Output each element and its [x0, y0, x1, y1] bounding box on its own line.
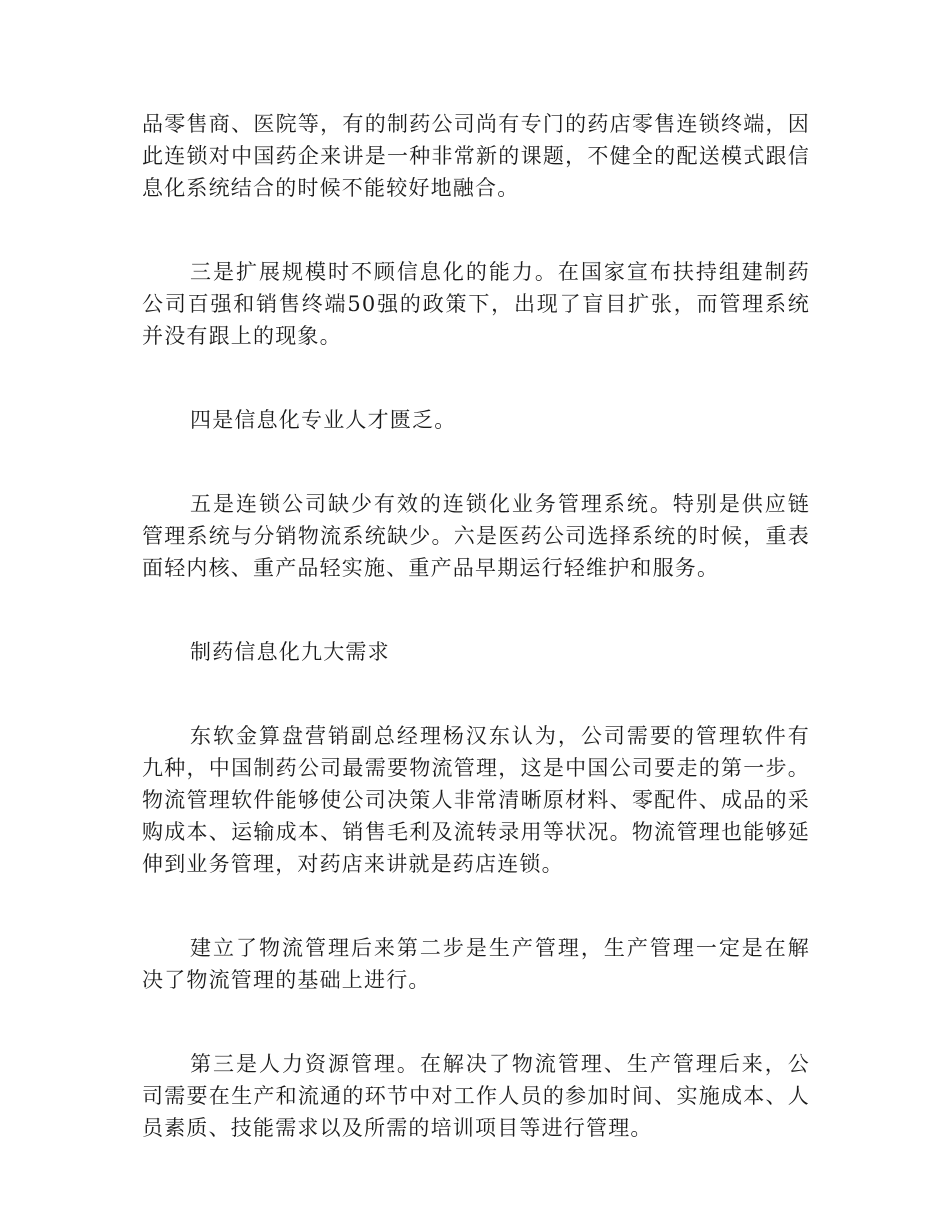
paragraph-point-three: 三是扩展规模时不顾信息化的能力。在国家宣布扶持组建制药公司百强和销售终端50强的政策下，出现了盲目扩张，而管理系统并没有跟上的现象。	[142, 260, 810, 348]
section-heading: 制药信息化九大需求	[190, 640, 390, 664]
paragraph-continuation: 品零售商、医院等，有的制药公司尚有专门的药店零售连锁终端，因此连锁对中国药企来讲是一种非常新的课题，不健全的配送模式跟信息化系统结合的时候不能较好地融合。	[142, 112, 810, 200]
paragraph-production: 建立了物流管理后来第二步是生产管理，生产管理一定是在解决了物流管理的基础上进行。	[142, 936, 810, 992]
paragraph-point-four: 四是信息化专业人才匮乏。	[190, 408, 457, 432]
paragraph-point-five-six: 五是连锁公司缺少有效的连锁化业务管理系统。特别是供应链管理系统与分销物流系统缺少。六是医药公司选择系统的时候，重表面轻内核、重产品轻实施、重产品早期运行轻维护和服务。	[142, 492, 810, 580]
paragraph-logistics: 东软金算盘营销副总经理杨汉东认为，公司需要的管理软件有九种，中国制药公司最需要物流管理，这是中国公司要走的第一步。物流管理软件能够使公司决策人非常清晰原材料、零配件、成品的采购成本、运输成本、销售毛利及流转录用等状况。物流管理也能够延伸到业务管理，对药店来讲就是药店连锁。	[142, 724, 810, 876]
paragraph-human-resources: 第三是人力资源管理。在解决了物流管理、生产管理后来，公司需要在生产和流通的环节中对工作人员的参加时间、实施成本、人员素质、技能需求以及所需的培训项目等进行管理。	[142, 1052, 810, 1140]
document-body	[142, 108, 810, 1144]
